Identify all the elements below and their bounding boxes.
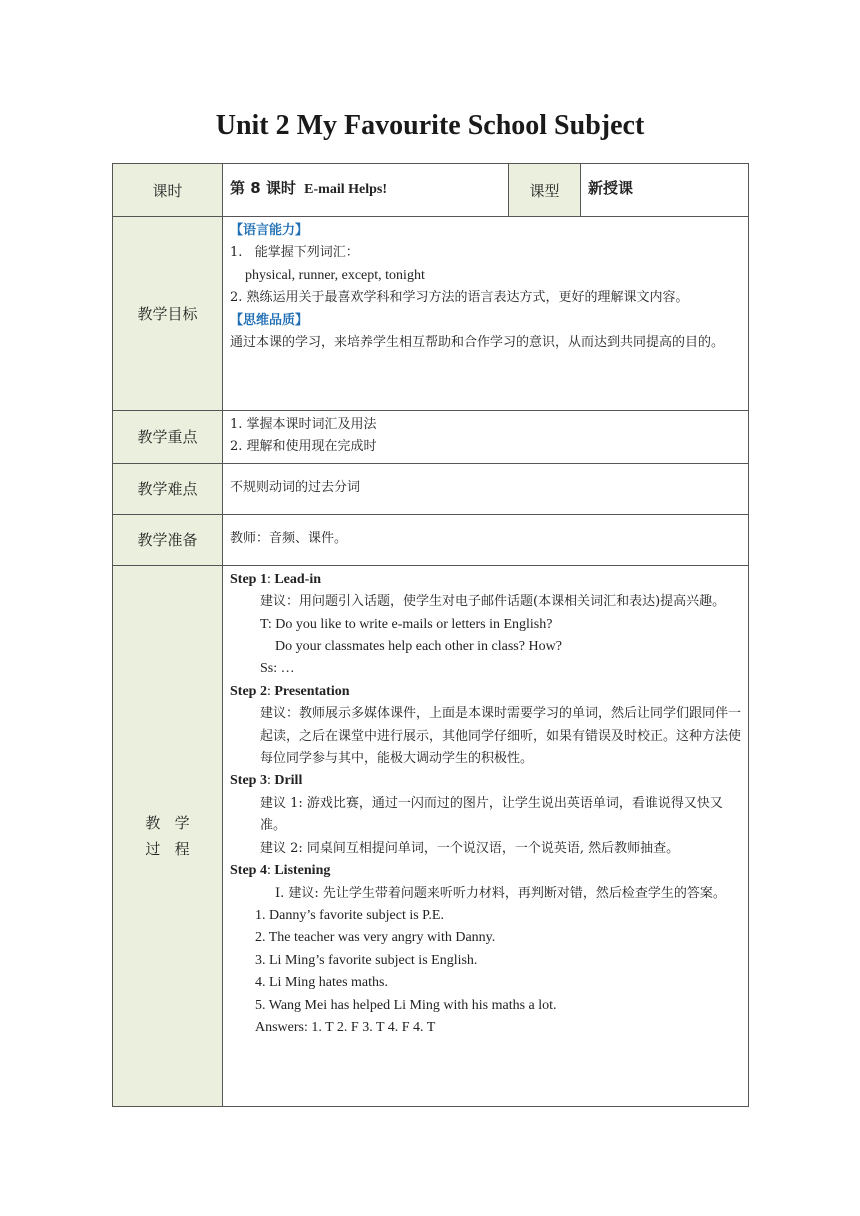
step-1-question-2: Do your classmates help each other in class? How? [275,639,562,655]
process-cell [223,565,749,1106]
row-lesson [113,164,749,217]
listening-item: 4. Li Ming hates maths. [255,975,388,991]
step-4-text: Ⅰ. 建议: 先让学生带着问题来听听力材料，再判断对错，然后检查学生的答案。 [275,885,726,901]
label-objectives: 教学目标 [113,217,223,411]
label-process [113,565,223,1106]
label-difficulties: 教学难点 [113,463,223,514]
objective-line-2: 2. 熟练运用关于最喜欢学科和学习方法的语言表达方式，更好的理解课文内容。 [230,290,689,306]
key-points-cell [223,411,749,464]
step-1-question-1: T: Do you like to write e-mails or letters in English? [260,616,553,632]
document-title: Unit 2 My Favourite School Subject [215,110,645,141]
step-4-heading: Step 4: Listening [230,863,331,879]
key-point-2: 2. 理解和使用现在完成时 [230,439,377,455]
listening-item: 5. Wang Mei has helped Li Ming with his maths a lot. [255,997,557,1013]
lesson-name: E-mail Helps! [304,182,387,198]
step-3-text-2: 建议 2: 同桌间互相提问单词，一个说汉语，一个说英语, 然后教师抽查。 [260,840,680,856]
objective-line-1: 1. 能掌握下列词汇： [230,245,359,261]
process-label-line-2: 过 程 [145,839,190,858]
step-1-heading: Step 1: Lead-in [230,571,322,587]
row-objectives [113,217,749,411]
key-point-1: 1. 掌握本课时词汇及用法 [230,417,377,432]
label-lesson: 课时 [113,164,223,217]
type-cell [581,164,749,217]
row-preparation [113,514,749,565]
difficulty-1: 不规则动词的过去分词 [230,480,361,496]
label-preparation: 教学准备 [113,514,223,565]
difficulties-cell [223,463,749,514]
answers: Answers: 1. T 2. F 3. T 4. F 4. T [255,1019,436,1035]
listening-item: 2. The teacher was very angry with Danny. [255,930,496,946]
preparation-cell [223,514,749,565]
label-type: 课型 [509,164,581,217]
row-process [113,565,749,1106]
vocab-list: physical, runner, except, tonight [245,267,425,283]
lesson-plan-table [112,163,749,1107]
preparation-text: 教师：音频、课件。 [230,531,348,547]
label-key-points: 教学重点 [113,411,223,464]
lesson-cell [223,164,509,217]
lesson-number: 第 8 课时 [230,179,296,198]
step-2-text: 建议：教师展示多媒体课件，上面是本课时需要学习的单词，然后让同学们跟同伴一起读，之后在课堂中进行展示，其他同学仔细听，如果有错误及时校正。这种方法使每位同学参与其中，能极大调动学生的积极性。 [260,706,742,767]
listening-item: 1. Danny’s favorite subject is P.E. [255,907,444,923]
heading-thinking-quality: 【思维品质】 [230,312,309,328]
step-1-question-3: Ss: … [260,661,295,677]
row-difficulties [113,463,749,514]
step-3-text-1: 建议 1: 游戏比赛，通过一闪而过的图片，让学生说出英语单词，看谁说得又快又准。 [260,795,723,834]
step-3-heading: Step 3: Drill [230,773,303,789]
objectives-cell [223,217,749,411]
step-2-heading: Step 2: Presentation [230,683,350,699]
row-key-points [113,411,749,464]
process-label-line-1: 教 学 [145,813,190,832]
type-value: 新授课 [588,179,634,198]
step-1-text: 建议：用问题引入话题，使学生对电子邮件话题(本课相关词汇和表达)提高兴趣。 [260,594,726,610]
listening-item: 3. Li Ming’s favorite subject is English. [255,952,478,968]
objective-line-3: 通过本课的学习，来培养学生相互帮助和合作学习的意识，从而达到共同提高的目的。 [230,335,725,351]
heading-language-ability: 【语言能力】 [230,223,309,238]
